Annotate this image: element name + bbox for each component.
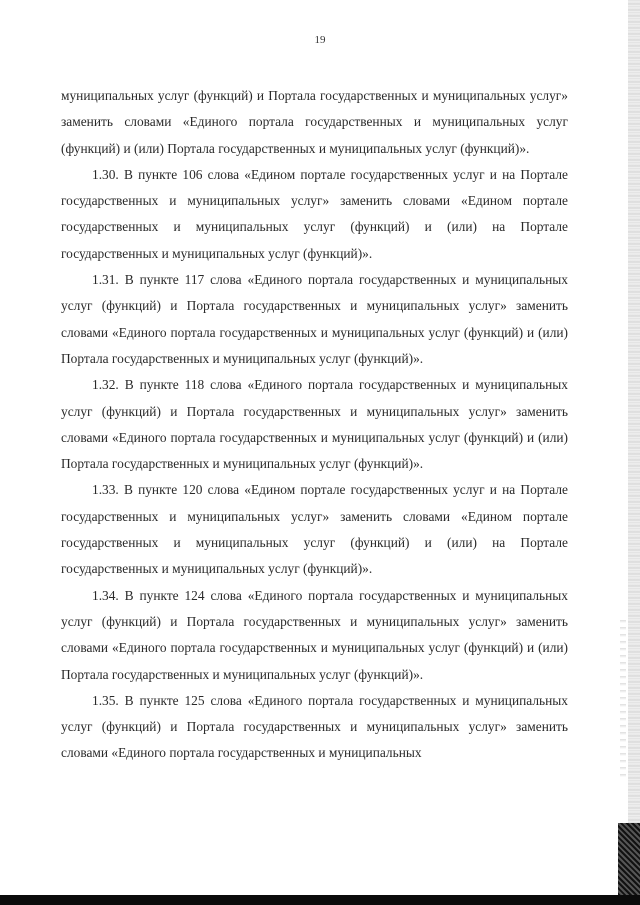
scan-bottom-border bbox=[0, 895, 640, 905]
paragraph-1-35: 1.35. В пункте 125 слова «Единого портала государственных и муниципальных услуг (функций) и Портала государственных и муниципальных услуг» заменить словами «Единого портала государственных и муниципальных bbox=[61, 692, 568, 761]
paragraph-1-32: 1.32. В пункте 118 слова «Единого портала государственных и муниципальных услуг (функций) и Портала государственных и муниципальных услуг» заменить словами «Единого портала государственных и муниципальных услуг (функций) и (или) Портала государственных и муниципальных услуг (функций)». bbox=[61, 377, 568, 472]
document-body bbox=[61, 83, 568, 767]
paragraph-1-34: 1.34. В пункте 124 слова «Единого портала государственных и муниципальных услуг (функций) и Портала государственных и муниципальных услуг» заменить словами «Единого портала государственных и муниципальных услуг (функций) и (или) Портала государственных и муниципальных услуг (функций)». bbox=[61, 587, 568, 682]
scan-edge-artifact bbox=[628, 0, 640, 905]
page-number: 19 bbox=[314, 34, 326, 46]
scan-noise-artifact bbox=[620, 620, 626, 780]
paragraph-1-30: 1.30. В пункте 106 слова «Едином портале государственных услуг и на Портале государственных и муниципальных услуг» заменить словами «Едином портале государственных и муниципальных услуг (функций) и (или) на Портале государственных и муниципальных услуг (функций)». bbox=[61, 166, 568, 261]
paragraph-1-31: 1.31. В пункте 117 слова «Единого портала государственных и муниципальных услуг (функций) и Портала государственных и муниципальных услуг» заменить словами «Единого портала государственных и муниципальных услуг (функций) и (или) Портала государственных и муниципальных услуг (функций)». bbox=[61, 272, 568, 366]
paragraph-continuation: муниципальных услуг (функций) и Портала государственных и муниципальных услуг» заменить словами «Единого портала государственных и муниципальных услуг (функций) и (или) Портала государственных и муниципальных услуг (функций)». bbox=[61, 88, 568, 156]
paragraph-1-33: 1.33. В пункте 120 слова «Едином портале государственных услуг и на Портале государственных и муниципальных услуг» заменить словами «Едином портале государственных и муниципальных услуг (функций) и (или) на Портале государственных и муниципальных услуг (функций)». bbox=[61, 482, 568, 577]
scan-corner-artifact bbox=[618, 823, 640, 895]
